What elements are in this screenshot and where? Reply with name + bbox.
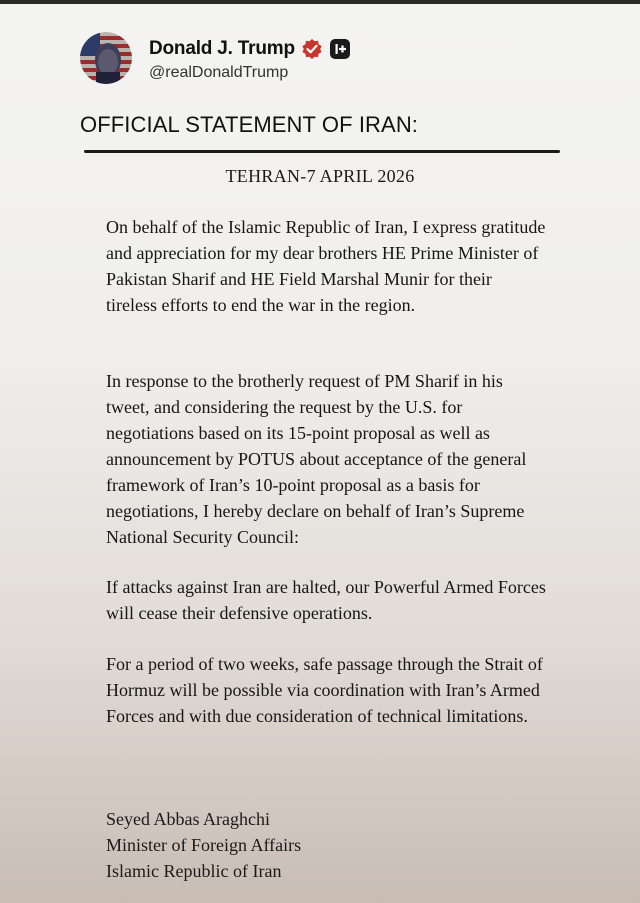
signatory-name: Seyed Abbas Araghchi (106, 809, 270, 829)
signatory-title: Minister of Foreign Affairs (106, 835, 302, 855)
statement-paragraph-3: If attacks against Iran are halted, our Powerful Armed Forces will cease their defensive operations. (106, 577, 546, 623)
statement-paragraph-2: In response to the brotherly request of PM Sharif in his tweet, and considering the request by the U.S. for negotiations based on its 15-point proposal as well as announcement by POTUS about acceptance of the general framework of Iran’s 10-point proposal as a basis for negotiations, I hereby declare on behalf of Iran’s Supreme National Security Council: (106, 371, 527, 547)
signature-block (106, 806, 301, 884)
user-handle[interactable]: @realDonaldTrump (149, 64, 289, 81)
statement-dateline: TEHRAN-7 APRIL 2026 (225, 166, 415, 186)
display-name[interactable]: Donald J. Trump (149, 38, 295, 59)
name-row (149, 35, 351, 63)
affiliate-badge-icon (329, 38, 351, 60)
statement-paragraph-1: On behalf of the Islamic Republic of Iran, I express gratitude and appreciation for my dear brothers HE Prime Minister of Pakistan Sharif and HE Field Marshal Munir for their tireless efforts to end the war in the region. (106, 217, 546, 315)
statement-paragraph-4: For a period of two weeks, safe passage through the Strait of Hormuz will be possible via coordination with Iran’s Armed Forces and with due consideration of technical limitations. (106, 654, 543, 726)
post-header (80, 30, 600, 86)
post-headline: OFFICIAL STATEMENT OF IRAN: (80, 112, 419, 137)
flag-portrait-avatar-icon (80, 32, 132, 84)
top-edge-strip (0, 0, 640, 4)
verified-badge-icon (301, 38, 323, 60)
avatar[interactable] (80, 32, 132, 84)
divider-rule (84, 150, 560, 153)
signatory-organization: Islamic Republic of Iran (106, 861, 282, 881)
